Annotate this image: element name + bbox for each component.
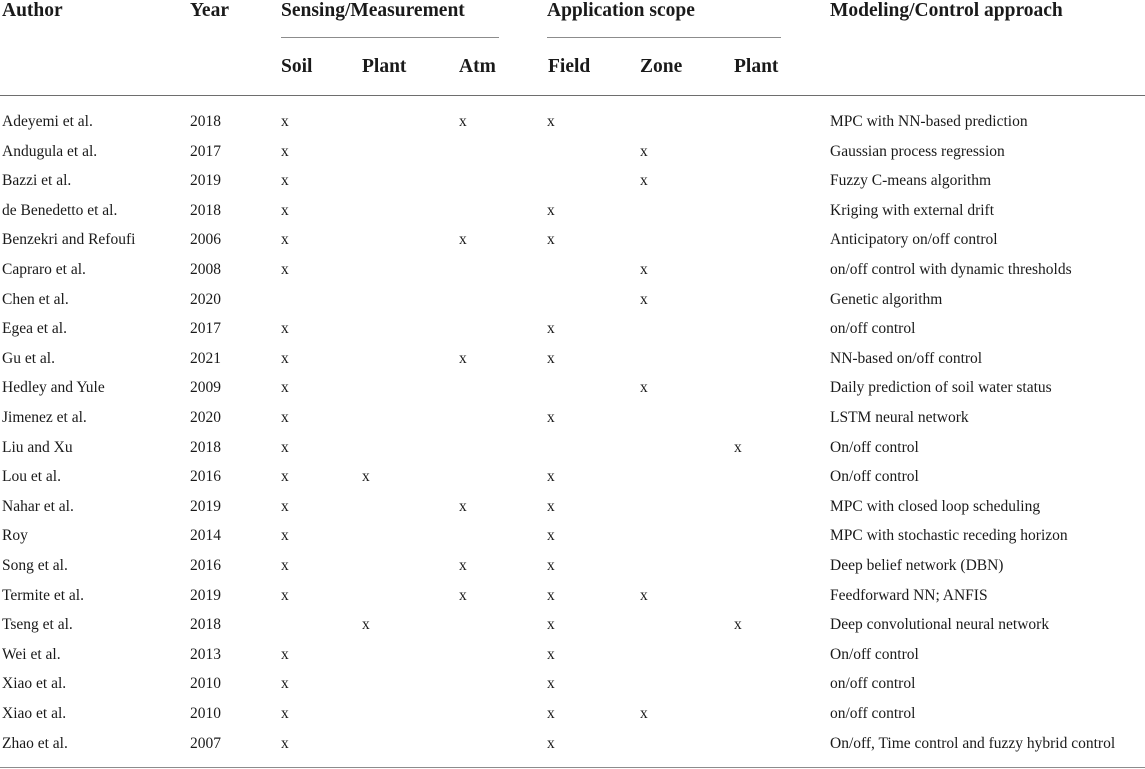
cell-approach: NN-based on/off control (830, 350, 983, 367)
cell-author: Nahar et al. (2, 498, 74, 515)
cell-atm: x (459, 557, 467, 574)
cell-year: 2018 (190, 202, 221, 219)
cell-atm: x (459, 498, 467, 515)
cell-approach: Deep convolutional neural network (830, 616, 1050, 633)
cell-approach: Daily prediction of soil water status (830, 379, 1052, 396)
cell-author: Zhao et al. (2, 735, 68, 752)
cell-approach: On/off, Time control and fuzzy hybrid control (830, 735, 1116, 752)
cell-soil: x (281, 468, 289, 485)
cell-author: de Benedetto et al. (2, 202, 118, 219)
cell-soil: x (281, 231, 289, 248)
cell-field: x (547, 557, 555, 574)
cell-field: x (547, 616, 555, 633)
cell-field: x (547, 735, 555, 752)
header-application-group: Application scope (547, 0, 695, 21)
cell-author: Tseng et al. (2, 616, 73, 633)
cell-year: 2007 (190, 735, 221, 752)
cell-field: x (547, 468, 555, 485)
cell-year: 2019 (190, 587, 221, 604)
cell-author: Egea et al. (2, 320, 67, 337)
header-author: Author (2, 0, 63, 21)
cell-year: 2020 (190, 409, 221, 426)
cell-author: Xiao et al. (2, 705, 67, 722)
cell-year: 2010 (190, 675, 221, 692)
cell-soil: x (281, 350, 289, 367)
cell-approach: On/off control (830, 646, 919, 663)
cell-soil: x (281, 705, 289, 722)
cell-author: Bazzi et al. (2, 172, 72, 189)
cell-soil: x (281, 587, 289, 604)
cell-soil: x (281, 646, 289, 663)
cell-year: 2017 (190, 320, 221, 337)
cell-zone: x (640, 705, 648, 722)
cell-author: Wei et al. (2, 646, 61, 663)
cell-approach: on/off control (830, 675, 916, 692)
cell-soil: x (281, 172, 289, 189)
cell-zone: x (640, 172, 648, 189)
cell-field: x (547, 320, 555, 337)
cell-approach: Anticipatory on/off control (830, 231, 998, 248)
cell-author: Roy (2, 527, 28, 544)
cell-soil: x (281, 409, 289, 426)
cell-author: Benzekri and Refoufi (2, 231, 136, 248)
cell-plant-sensing: x (362, 468, 370, 485)
cell-soil: x (281, 498, 289, 515)
cell-year: 2014 (190, 527, 221, 544)
cell-author: Adeyemi et al. (2, 113, 93, 130)
cell-year: 2016 (190, 468, 221, 485)
cell-approach: LSTM neural network (830, 409, 969, 426)
cell-soil: x (281, 261, 289, 278)
cell-author: Xiao et al. (2, 675, 67, 692)
cell-atm: x (459, 350, 467, 367)
cell-field: x (547, 587, 555, 604)
cell-year: 2019 (190, 498, 221, 515)
cell-approach: on/off control (830, 320, 916, 337)
header-sensing-group: Sensing/Measurement (281, 0, 465, 21)
cell-author: Capraro et al. (2, 261, 86, 278)
cell-approach: MPC with stochastic receding horizon (830, 527, 1068, 544)
cell-approach: Gaussian process regression (830, 143, 1005, 160)
cell-author: Liu and Xu (2, 439, 73, 456)
cell-soil: x (281, 320, 289, 337)
cell-field: x (547, 409, 555, 426)
cell-author: Termite et al. (2, 587, 84, 604)
cell-year: 2016 (190, 557, 221, 574)
cell-approach: Feedforward NN; ANFIS (830, 587, 988, 604)
cell-year: 2018 (190, 616, 221, 633)
cell-field: x (547, 231, 555, 248)
cell-soil: x (281, 675, 289, 692)
cell-year: 2017 (190, 143, 221, 160)
cell-field: x (547, 202, 555, 219)
cell-approach: Fuzzy C-means algorithm (830, 172, 991, 189)
cell-field: x (547, 646, 555, 663)
cell-field: x (547, 350, 555, 367)
cell-author: Song et al. (2, 557, 68, 574)
cell-author: Hedley and Yule (2, 379, 105, 396)
cell-soil: x (281, 527, 289, 544)
cell-zone: x (640, 587, 648, 604)
cell-field: x (547, 705, 555, 722)
header-soil: Soil (281, 56, 313, 77)
cell-approach: on/off control (830, 705, 916, 722)
cell-soil: x (281, 379, 289, 396)
cell-approach: MPC with NN-based prediction (830, 113, 1028, 130)
cell-approach: Deep belief network (DBN) (830, 557, 1004, 574)
header-atm: Atm (459, 56, 496, 77)
cell-approach: Kriging with external drift (830, 202, 994, 219)
cell-zone: x (640, 143, 648, 160)
cell-atm: x (459, 231, 467, 248)
cell-year: 2013 (190, 646, 221, 663)
cell-soil: x (281, 735, 289, 752)
header-field: Field (548, 56, 591, 77)
cell-author: Lou et al. (2, 468, 61, 485)
cell-zone: x (640, 261, 648, 278)
cell-soil: x (281, 557, 289, 574)
cell-approach: on/off control with dynamic thresholds (830, 261, 1072, 278)
cell-atm: x (459, 587, 467, 604)
cell-field: x (547, 527, 555, 544)
cell-approach: On/off control (830, 468, 919, 485)
cell-soil: x (281, 143, 289, 160)
cell-plant-scope: x (734, 616, 742, 633)
cell-author: Andugula et al. (2, 143, 98, 160)
cell-approach: Genetic algorithm (830, 291, 943, 308)
cell-field: x (547, 675, 555, 692)
cell-year: 2019 (190, 172, 221, 189)
cell-year: 2009 (190, 379, 221, 396)
cell-zone: x (640, 291, 648, 308)
cell-year: 2010 (190, 705, 221, 722)
cell-soil: x (281, 202, 289, 219)
cell-plant-scope: x (734, 439, 742, 456)
cell-atm: x (459, 113, 467, 130)
cell-author: Gu et al. (2, 350, 55, 367)
table-bottom-rule (0, 767, 1145, 768)
header-modeling: Modeling/Control approach (830, 0, 1063, 21)
cell-soil: x (281, 113, 289, 130)
cell-field: x (547, 113, 555, 130)
cell-field: x (547, 498, 555, 515)
cell-approach: MPC with closed loop scheduling (830, 498, 1041, 515)
cell-plant-sensing: x (362, 616, 370, 633)
cell-year: 2018 (190, 113, 221, 130)
cell-zone: x (640, 379, 648, 396)
cell-year: 2008 (190, 261, 221, 278)
cell-author: Jimenez et al. (2, 409, 87, 426)
cell-approach: On/off control (830, 439, 919, 456)
cell-year: 2018 (190, 439, 221, 456)
header-plant-scope: Plant (734, 56, 779, 77)
cell-year: 2020 (190, 291, 221, 308)
cell-year: 2021 (190, 350, 221, 367)
cell-year: 2006 (190, 231, 221, 248)
header-zone: Zone (640, 56, 683, 77)
cell-soil: x (281, 439, 289, 456)
header-year: Year (190, 0, 229, 21)
cell-author: Chen et al. (2, 291, 69, 308)
header-plant-sensing: Plant (362, 56, 407, 77)
